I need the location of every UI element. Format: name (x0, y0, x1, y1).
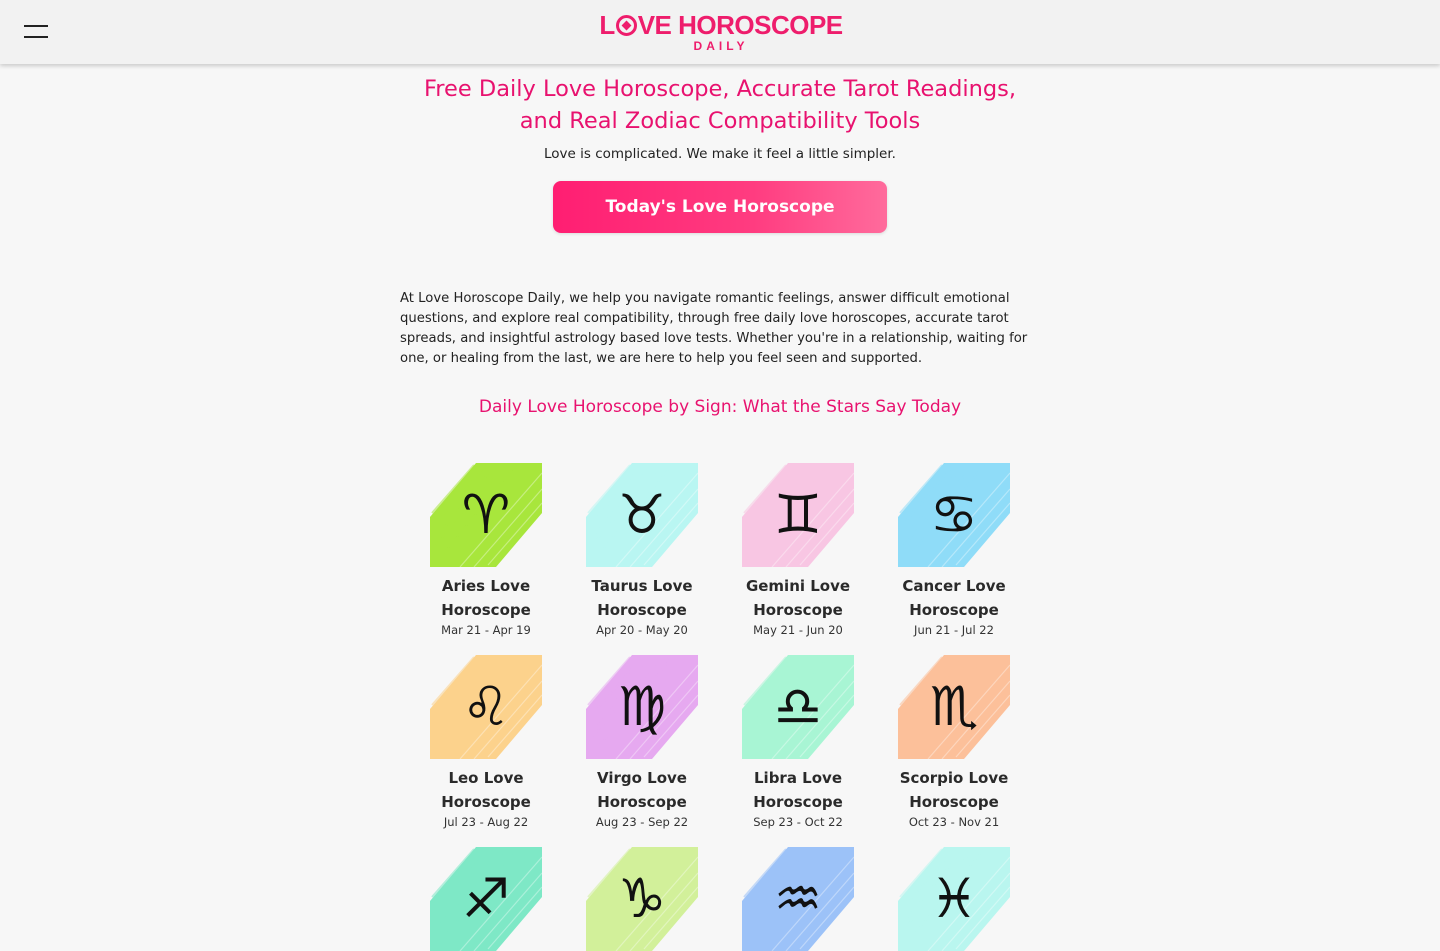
sign-name[interactable]: Cancer Love Horoscope (902, 577, 1006, 619)
sign-brush-background (430, 847, 542, 951)
sign-name[interactable]: Leo Love Horoscope (441, 769, 531, 811)
site-logo[interactable] (590, 12, 852, 52)
sign-card[interactable] (884, 463, 1024, 638)
aquarius-icon: ♒ (773, 867, 823, 930)
sign-brush-background (742, 847, 854, 951)
capricorn-icon: ♑ (617, 867, 667, 930)
leo-icon: ♌ (461, 675, 511, 738)
sign-brush-background (586, 655, 698, 759)
sign-brush-background (430, 463, 542, 567)
sign-date-range: Jul 23 - Aug 22 (443, 815, 529, 829)
virgo-icon: ♍ (617, 675, 667, 738)
sign-name[interactable]: Aries Love Horoscope (441, 577, 531, 619)
logo-subtitle: DAILY (693, 39, 749, 53)
aries-icon: ♈ (461, 483, 511, 546)
intro-paragraph: At Love Horoscope Daily, we help you navigate romantic feelings, answer difficult emotional questions, and explore real compatibility, through free daily love horoscopes, accurate tarot spreads, and insightful astrology based love tests. Whether you're in a relationship, waiting for one, or healing from the last, we are here to help you feel seen and supported. (400, 291, 1028, 366)
sign-date-range: May 21 - Jun 20 (753, 623, 843, 637)
taurus-icon: ♉ (617, 483, 667, 546)
sign-date-range: Apr 20 - May 20 (596, 623, 688, 637)
sign-date-range: Aug 23 - Sep 22 (595, 815, 689, 829)
sign-card[interactable] (416, 655, 556, 830)
cancer-icon: ♋ (929, 483, 979, 546)
sign-card[interactable] (728, 655, 868, 830)
sign-card[interactable] (884, 847, 1024, 951)
sign-date-range: Sep 23 - Oct 22 (753, 815, 843, 829)
sign-date-range: Jun 21 - Jul 22 (914, 623, 994, 637)
pisces-icon: ♓ (929, 867, 979, 930)
sign-brush-background (898, 463, 1010, 567)
hamburger-menu-icon[interactable] (24, 25, 48, 39)
sign-brush-background (430, 655, 542, 759)
sign-card[interactable] (416, 847, 556, 951)
sagittarius-icon: ♐ (461, 867, 511, 930)
sign-name[interactable]: Virgo Love Horoscope (597, 769, 687, 811)
todays-love-horoscope-button[interactable]: Today's Love Horoscope (553, 181, 887, 233)
sign-name[interactable]: Gemini Love Horoscope (745, 577, 851, 619)
sign-card[interactable] (884, 655, 1024, 830)
sign-card[interactable] (572, 847, 712, 951)
sign-card[interactable] (572, 655, 712, 830)
sign-brush-background (898, 847, 1010, 951)
sign-name[interactable]: Libra Love Horoscope (753, 769, 843, 811)
sign-card[interactable] (728, 463, 868, 638)
sign-card[interactable] (572, 463, 712, 638)
libra-icon: ♎ (773, 675, 823, 738)
signs-section-title: Daily Love Horoscope by Sign: What the Stars Say Today (478, 397, 962, 417)
sign-brush-background (898, 655, 1010, 759)
logo-wordmark: L VE HOROSCOPE (599, 10, 843, 40)
top-navigation-bar (0, 0, 1440, 64)
sign-card[interactable] (728, 847, 868, 951)
sign-card[interactable] (416, 463, 556, 638)
sign-date-range: Mar 21 - Apr 19 (441, 623, 531, 637)
hero-tagline: Love is complicated. We make it feel a little simpler. (544, 146, 896, 162)
sign-brush-background (586, 847, 698, 951)
page-headline: Free Daily Love Horoscope, Accurate Tarot Readings, and Real Zodiac Compatibility Tools (423, 76, 1017, 134)
gemini-icon: ♊ (773, 483, 823, 546)
logo-heart-o-icon (616, 15, 637, 36)
sign-name[interactable]: Scorpio Love Horoscope (899, 769, 1009, 811)
scorpio-icon: ♏ (929, 675, 979, 738)
sign-name[interactable]: Taurus Love Horoscope (591, 577, 693, 619)
sign-brush-background (742, 655, 854, 759)
sign-date-range: Oct 23 - Nov 21 (908, 815, 1000, 829)
sign-brush-background (586, 463, 698, 567)
sign-brush-background (742, 463, 854, 567)
